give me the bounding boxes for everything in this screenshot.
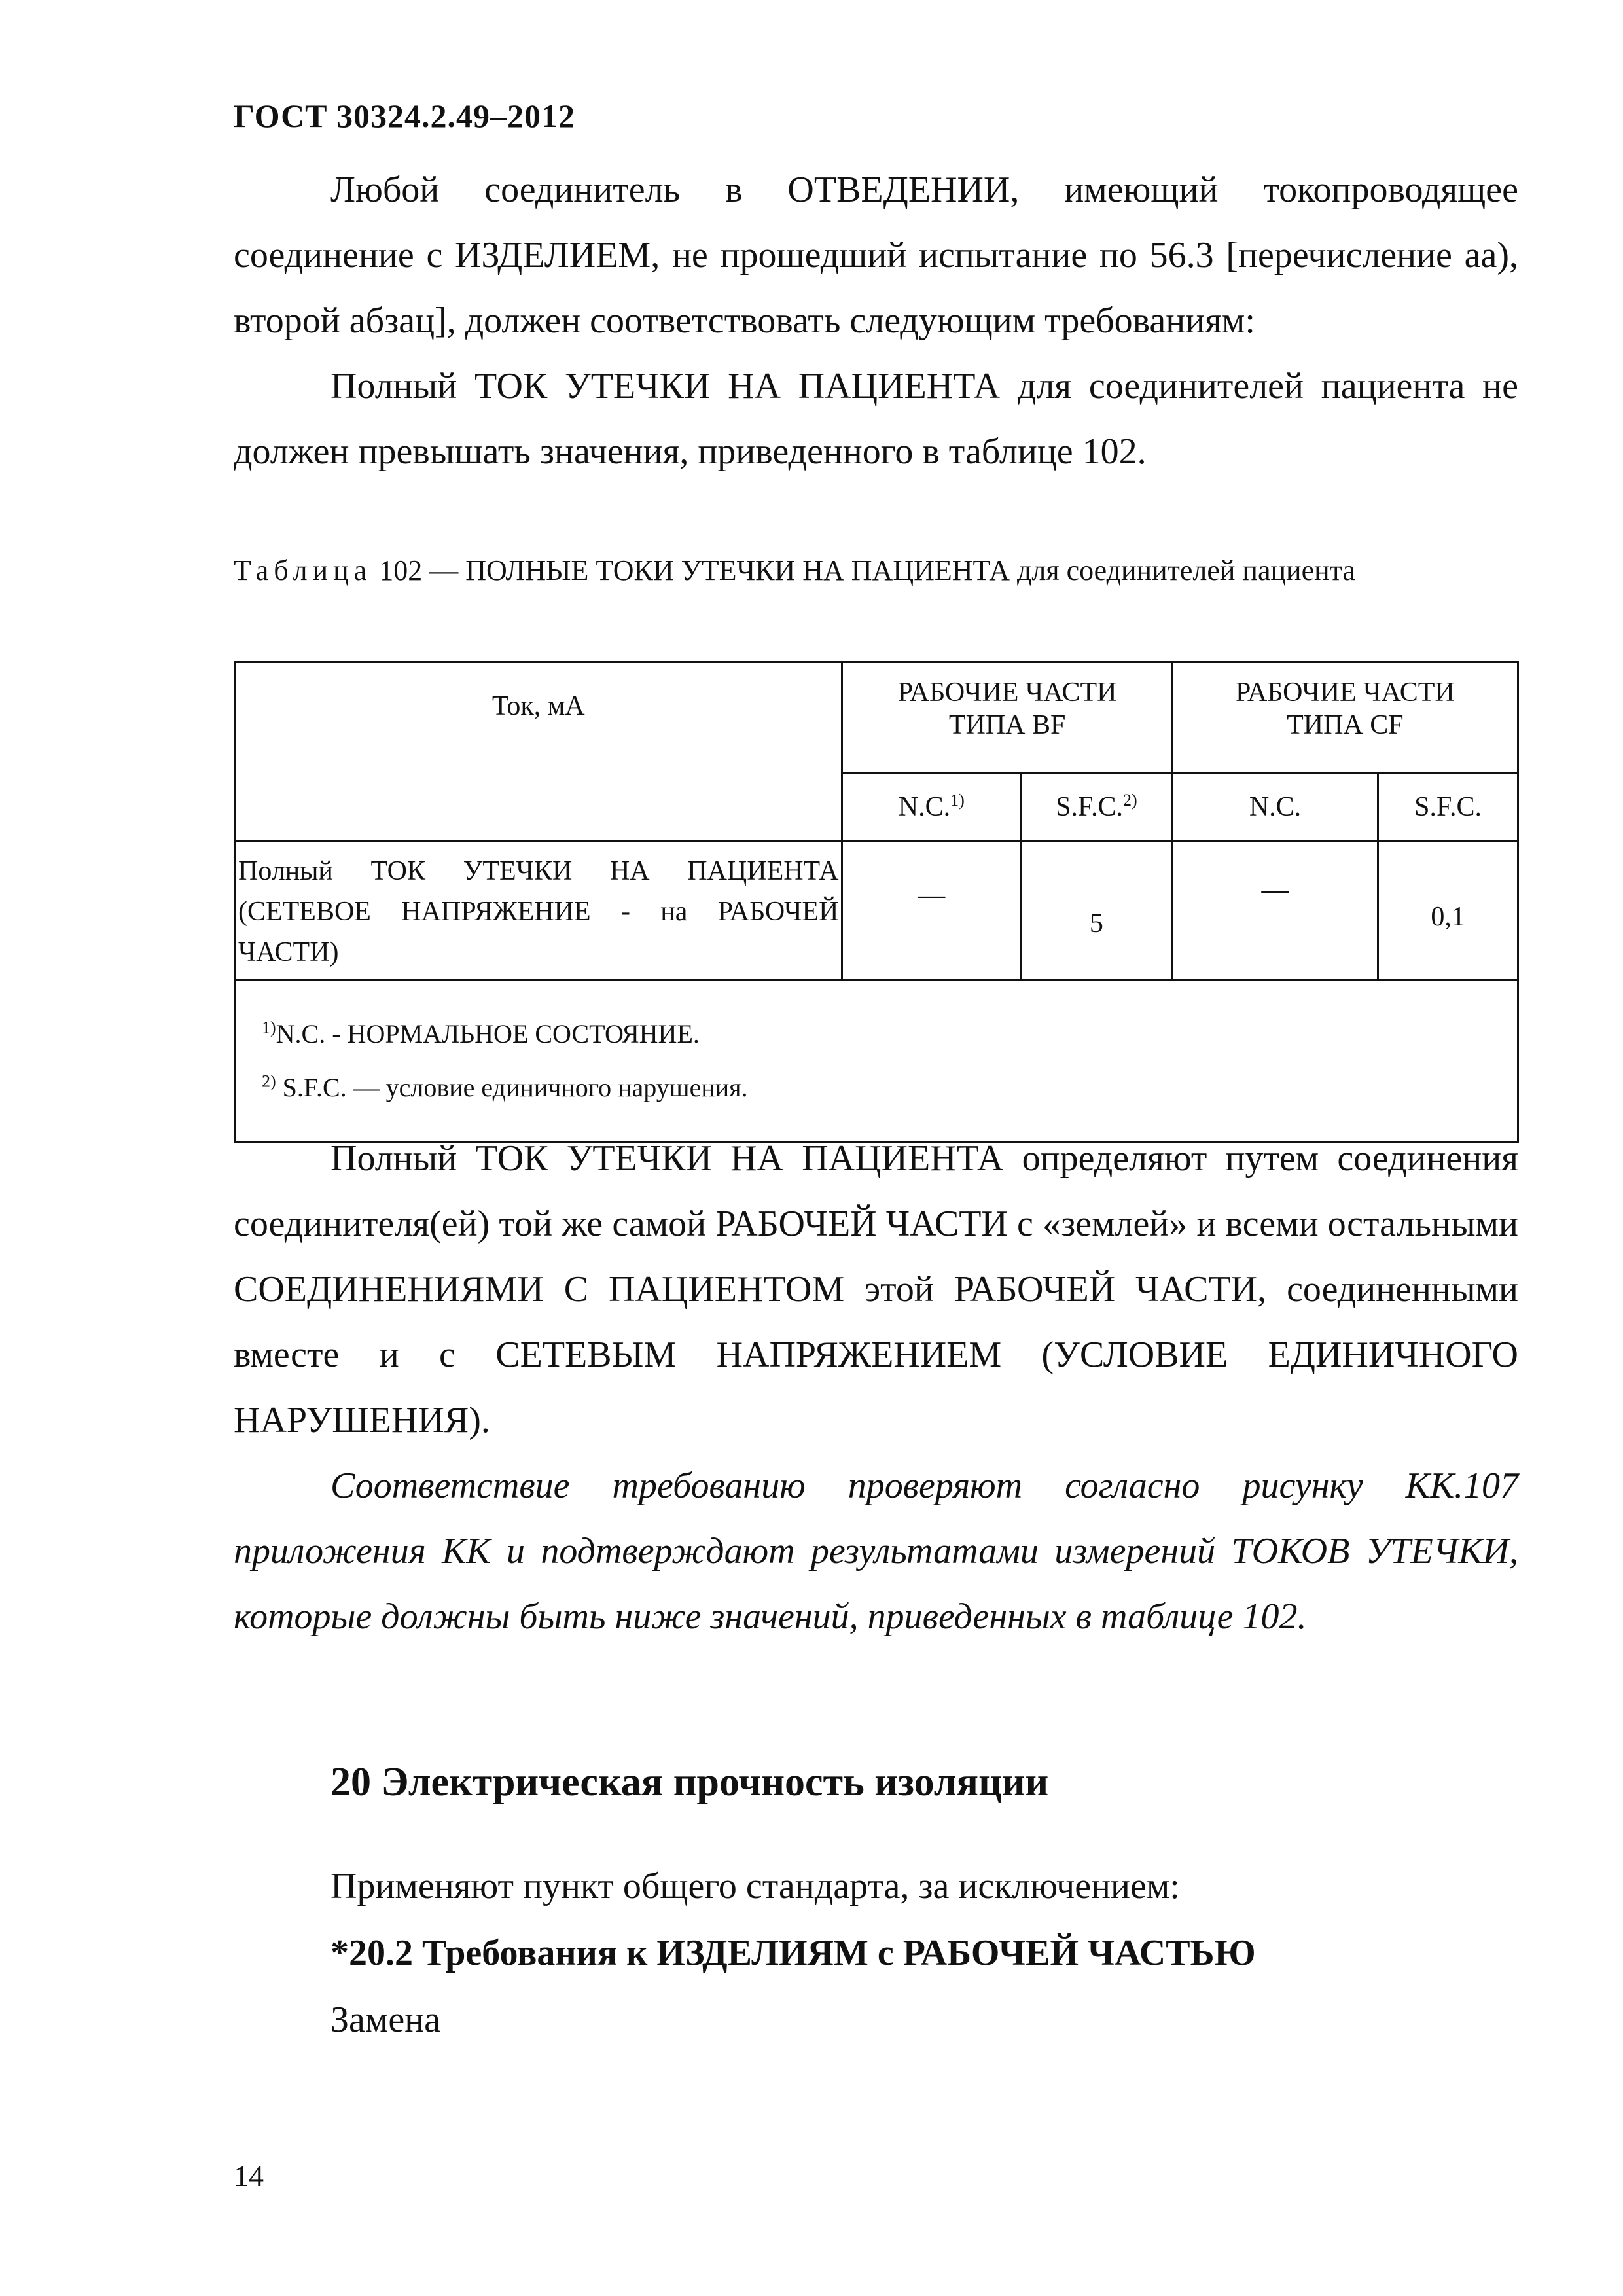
body-paragraph-4-text: Соответствие требованию проверяют согласно рисунку КК.107 приложения КК и подтверждают результатами измерений ТОКОВ УТЕЧКИ, которые должны быть ниже значений, приведенных в таблице 102.	[234, 1465, 1518, 1637]
value-bf-nc: —	[842, 841, 1021, 980]
table-caption-title: 102 — ПОЛНЫЕ ТОКИ УТЕЧКИ НА ПАЦИЕНТА для соединителей пациента	[379, 554, 1355, 586]
section-20-text: Применяют пункт общего стандарта, за исключением:	[330, 1866, 1180, 1907]
footnote-2-text: S.F.C. — условие единичного нарушения.	[282, 1073, 748, 1102]
leakage-current-table	[234, 661, 1519, 1143]
header-group-bf	[842, 662, 1172, 774]
footnote-ref-1: 1)	[950, 791, 965, 810]
header-bf-sfc-text: S.F.C.	[1056, 792, 1124, 822]
intro-paragraph-1-text: Любой соединитель в ОТВЕДЕНИИ, имеющий токопроводящее соединение с ИЗДЕЛИЕМ, не прошедший испытание по 56.3 [перечисление аа), второй абзац], должен соответствовать следующим требованиям:	[234, 170, 1518, 341]
header-cf-nc: N.C.	[1172, 774, 1378, 841]
table-caption	[234, 537, 1518, 605]
replacement-label: Замена	[330, 2000, 441, 2040]
header-bf-nc-text: N.C.	[898, 792, 951, 822]
header-current-ma: Ток, мА	[235, 662, 842, 841]
footnote-1	[262, 1007, 1491, 1061]
footnote-ref-2: 2)	[1123, 791, 1137, 810]
header-cf-sfc: S.F.C.	[1378, 774, 1518, 841]
body-paragraph-3	[234, 1126, 1518, 1453]
row-label-total-leakage: Полный ТОК УТЕЧКИ НА ПАЦИЕНТА (СЕТЕВОЕ НАПРЯЖЕНИЕ - на РАБОЧЕЙ ЧАСТИ)	[235, 841, 842, 980]
footnote-2	[262, 1061, 1491, 1115]
document-header: ГОСТ 30324.2.49–2012	[234, 98, 576, 134]
header-group-cf-line1: РАБОЧИЕ ЧАСТИ	[1236, 677, 1455, 708]
page-number: 14	[234, 2159, 264, 2193]
intro-paragraph-1	[234, 157, 1518, 353]
intro-paragraph-2	[234, 353, 1518, 484]
intro-paragraph-2-text: Полный ТОК УТЕЧКИ НА ПАЦИЕНТА для соединителей пациента не должен превышать значения, приведенного в таблице 102.	[234, 366, 1518, 472]
header-group-cf	[1172, 662, 1518, 774]
header-group-bf-line2: ТИПА BF	[948, 710, 1066, 740]
footnote-1-mark: 1)	[262, 1018, 276, 1037]
footnote-2-mark: 2)	[262, 1071, 276, 1091]
value-cf-nc: —	[1172, 841, 1378, 980]
value-bf-sfc: 5	[1021, 841, 1173, 980]
header-bf-sfc	[1021, 774, 1173, 841]
table-caption-label: Таблица	[234, 554, 372, 586]
table-row	[235, 841, 1518, 980]
body-paragraph-3-text: Полный ТОК УТЕЧКИ НА ПАЦИЕНТА определяют путем соединения соединителя(ей) той же самой РАБОЧЕЙ ЧАСТИ с «землей» и всеми остальными СОЕДИНЕНИЯМИ С ПАЦИЕНТОМ этой РАБОЧЕЙ ЧАСТИ, соединенными вместе и с СЕТЕВЫМ НАПРЯЖЕНИЕМ (УСЛОВИЕ ЕДИНИЧНОГО НАРУШЕНИЯ).	[234, 1138, 1518, 1441]
value-cf-sfc: 0,1	[1378, 841, 1518, 980]
section-20-2-heading: *20.2 Требования к ИЗДЕЛИЯМ с РАБОЧЕЙ ЧАСТЬЮ	[330, 1933, 1256, 1973]
table-notes	[235, 980, 1518, 1142]
footnote-1-text: N.C. - НОРМАЛЬНОЕ СОСТОЯНИЕ.	[276, 1019, 700, 1049]
header-group-cf-line2: ТИПА CF	[1287, 710, 1404, 740]
header-bf-nc	[842, 774, 1021, 841]
section-20-heading: 20 Электрическая прочность изоляции	[330, 1760, 1049, 1804]
header-group-bf-line1: РАБОЧИЕ ЧАСТИ	[897, 677, 1117, 708]
body-paragraph-4	[234, 1453, 1518, 1649]
